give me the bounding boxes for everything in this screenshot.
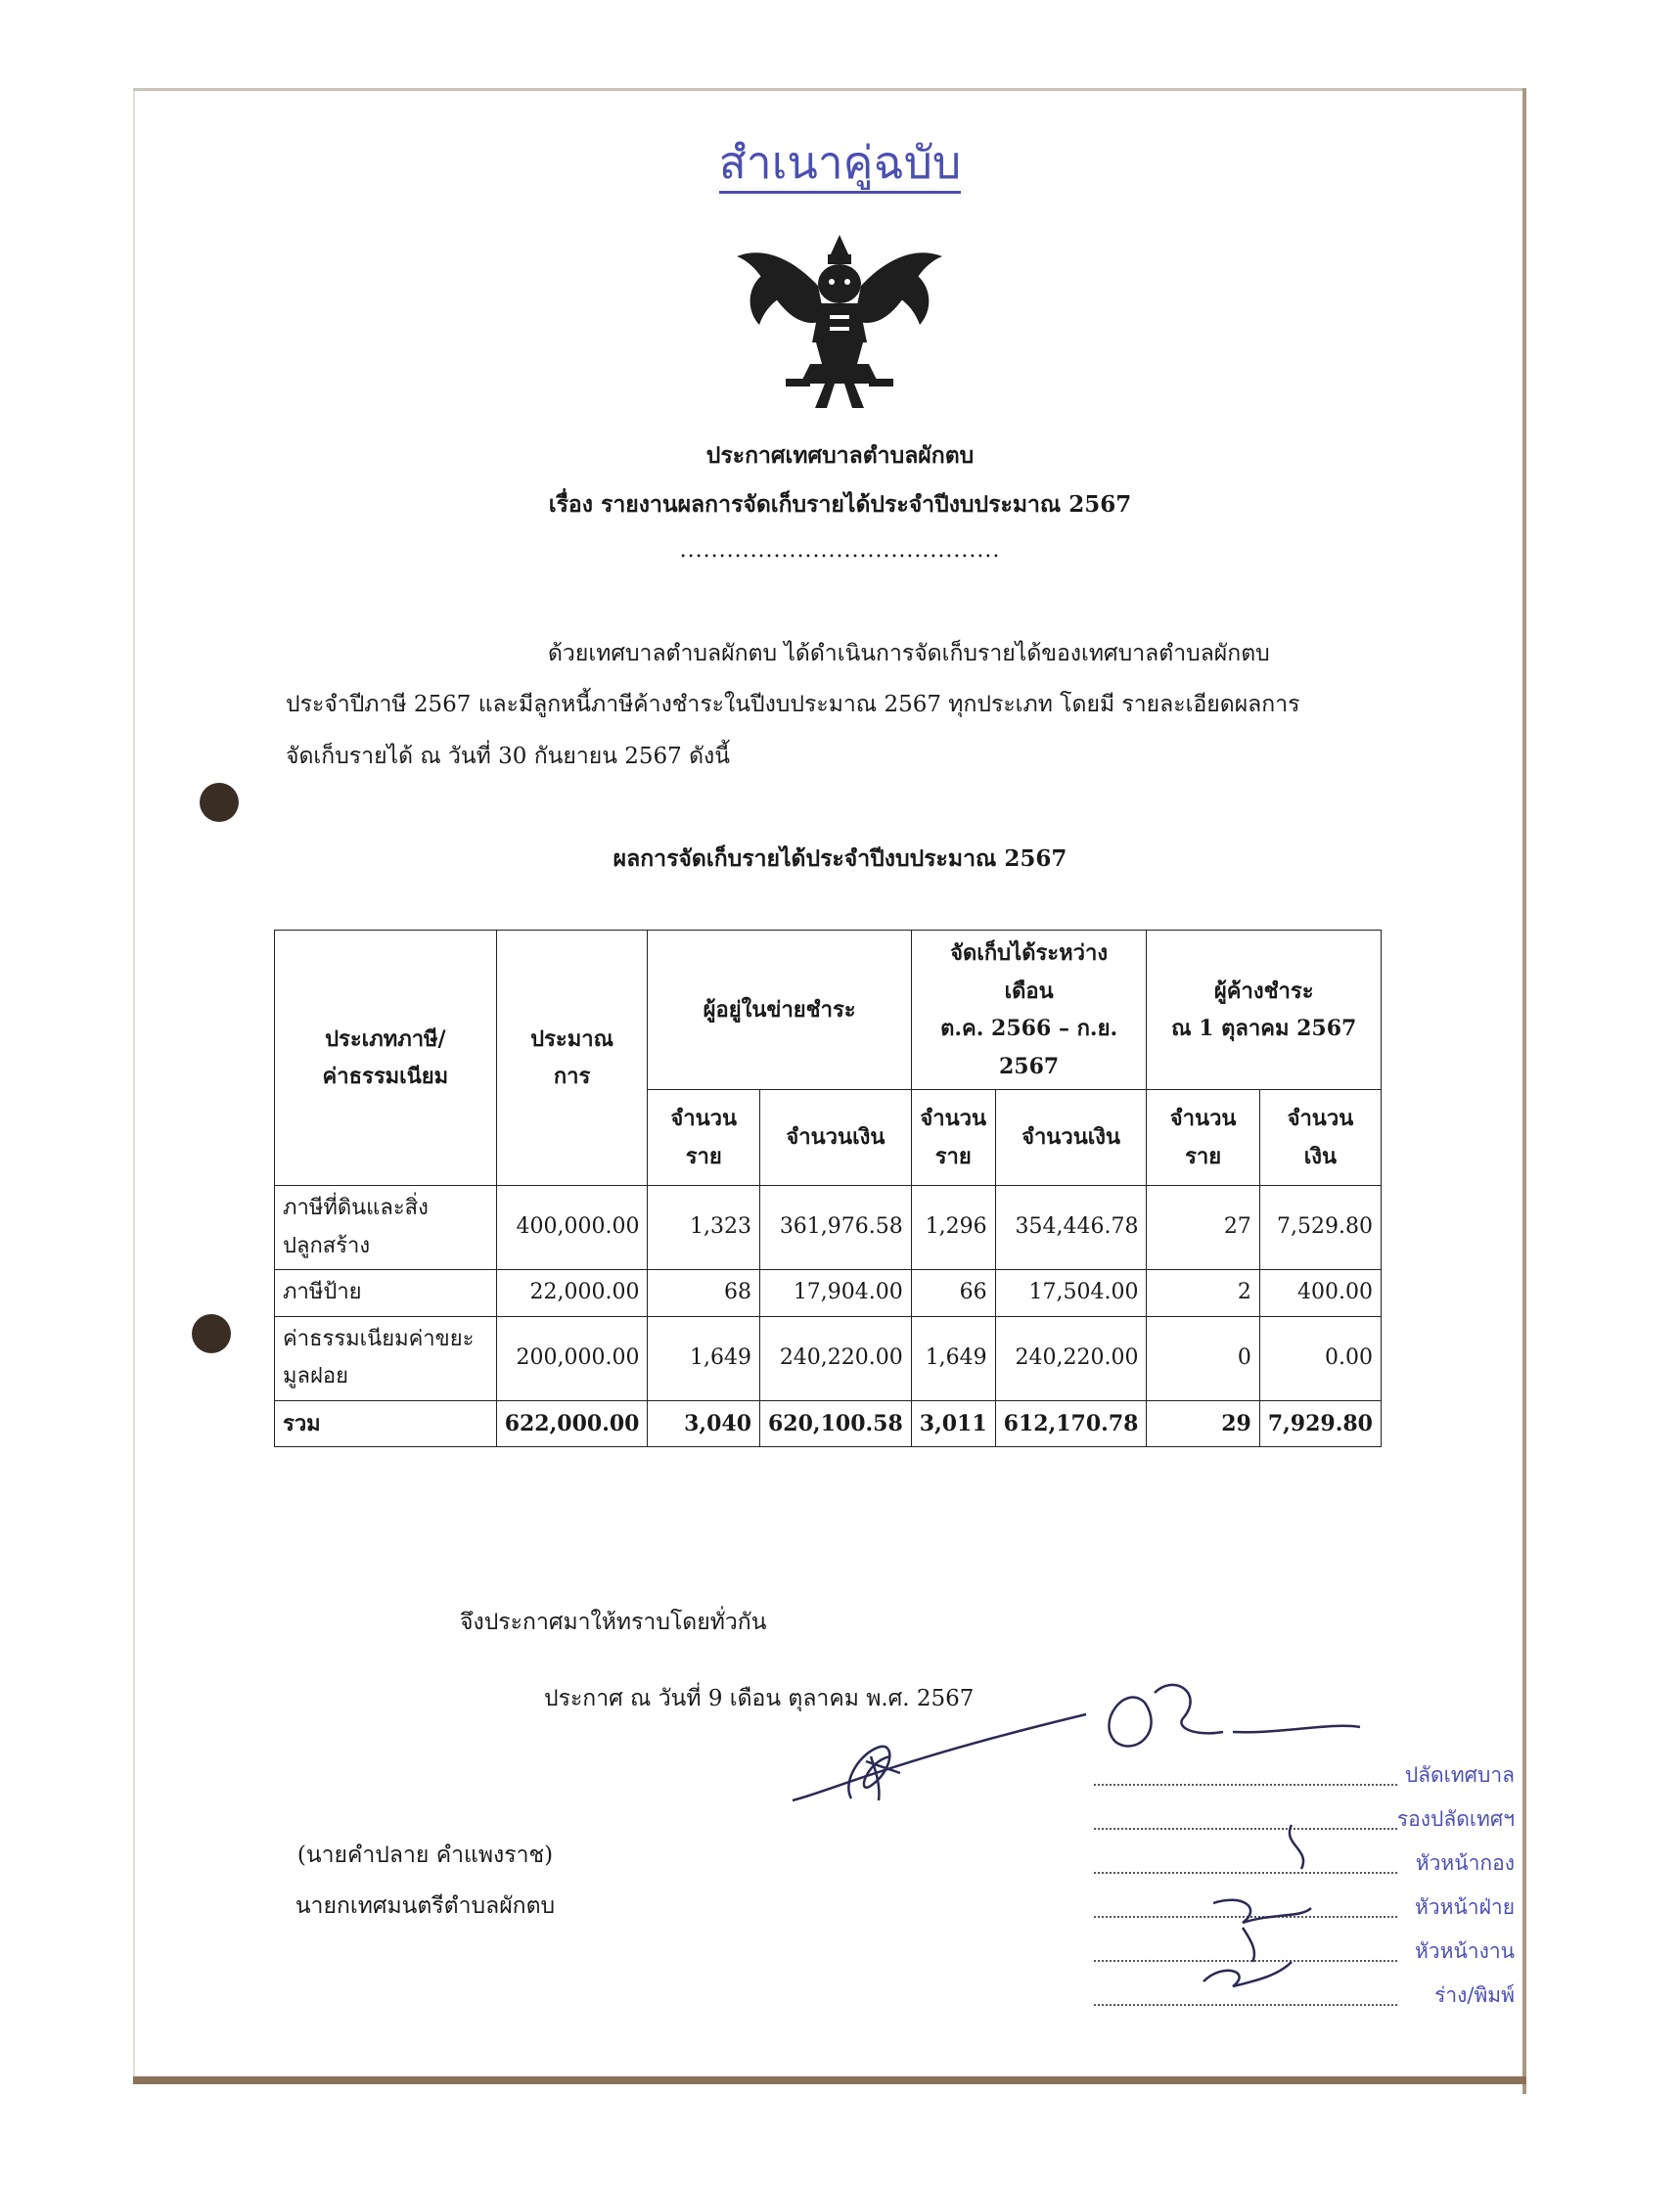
title-separator: .........................................: [679, 538, 1001, 563]
row-collected-amount: 240,220.00: [995, 1316, 1147, 1400]
total-collected-count: 3,011: [911, 1400, 995, 1447]
paper-edge-left: [133, 88, 135, 2079]
paper-edge-top: [133, 88, 1524, 91]
row-budget: 400,000.00: [496, 1186, 648, 1270]
row-arrears-amount: 0.00: [1259, 1316, 1381, 1400]
announcement-title: ประกาศเทศบาลตำบลผักตบ: [705, 442, 975, 469]
punch-hole: [192, 1314, 231, 1353]
row-payers-count: 68: [648, 1270, 760, 1317]
row-collected-count: 66: [911, 1270, 995, 1317]
mayor-signature-icon: [773, 1703, 1096, 1820]
paper-edge-right: [1522, 88, 1526, 2094]
row-payers-amount: 17,904.00: [760, 1270, 912, 1317]
arrears-header: ผู้ค้างชำระ ณ 1 ตุลาคม 2567: [1147, 931, 1382, 1090]
collected-count-header: จำนวน ราย: [911, 1090, 995, 1186]
payers-amount-header: จำนวนเงิน: [760, 1090, 912, 1186]
table-row: [275, 1270, 1382, 1317]
approval-row: รองปลัดเทศฯ: [1094, 1796, 1515, 1840]
row-arrears-count: 2: [1147, 1270, 1259, 1317]
row-payers-amount: 361,976.58: [760, 1186, 912, 1270]
body-line-1: ด้วยเทศบาลตำบลผักตบ ได้ดำเนินการจัดเก็บรายได้ของเทศบาลตำบลผักตบ: [548, 641, 1270, 666]
table-row: [275, 1316, 1382, 1400]
row-arrears-count: 0: [1147, 1316, 1259, 1400]
punch-hole: [200, 783, 239, 822]
announcement-subject: เรื่อง รายงานผลการจัดเก็บรายได้ประจำปีงบประมาณ 2567: [548, 491, 1132, 518]
payers-header: ผู้อยู่ในข่ายชำระ: [648, 931, 911, 1090]
total-budget: 622,000.00: [496, 1400, 648, 1447]
row-arrears-amount: 400.00: [1259, 1270, 1381, 1317]
header-row: [275, 931, 1382, 1090]
row-collected-count: 1,649: [911, 1316, 995, 1400]
payers-count-header: จำนวน ราย: [648, 1090, 760, 1186]
paper-edge-bottom: [133, 2076, 1526, 2084]
announcement-date: ประกาศ ณ วันที่ 9 เดือน ตุลาคม พ.ศ. 2567: [544, 1686, 975, 1711]
table-row: [275, 1186, 1382, 1270]
row-arrears-count: 27: [1147, 1186, 1259, 1270]
collected-header: จัดเก็บได้ระหว่าง เดือน ต.ค. 2566 – ก.ย. 2567: [911, 931, 1147, 1090]
total-arrears-count: 29: [1147, 1400, 1259, 1447]
row-collected-count: 1,296: [911, 1186, 995, 1270]
approval-row: หัวหน้ากอง: [1094, 1840, 1515, 1884]
row-collected-amount: 354,446.78: [995, 1186, 1147, 1270]
row-collected-amount: 17,504.00: [995, 1270, 1147, 1317]
total-collected-amount: 612,170.78: [995, 1400, 1147, 1447]
row-payers-count: 1,323: [648, 1186, 760, 1270]
arrears-count-header: จำนวน ราย: [1147, 1090, 1259, 1186]
row-type: ค่าธรรมเนียมค่าขยะ มูลฝอย: [275, 1316, 497, 1400]
body-line-3: จัดเก็บรายได้ ณ วันที่ 30 กันยายน 2567 ดังนี้: [286, 744, 730, 769]
row-payers-amount: 240,220.00: [760, 1316, 912, 1400]
row-budget: 200,000.00: [496, 1316, 648, 1400]
table-title: ผลการจัดเก็บรายได้ประจำปีงบประมาณ 2567: [613, 845, 1067, 872]
row-arrears-amount: 7,529.80: [1259, 1186, 1381, 1270]
approval-row: ปลัดเทศบาล: [1094, 1752, 1515, 1796]
type-header: ประเภทภาษี/ ค่าธรรมเนียม: [275, 931, 497, 1186]
signatory-title: นายกเทศมนตรีตำบลผักตบ: [295, 1893, 556, 1919]
collected-amount-header: จำนวนเงิน: [995, 1090, 1147, 1186]
budget-header: ประมาณ การ: [496, 931, 648, 1186]
total-payers-count: 3,040: [648, 1400, 760, 1447]
total-row: [275, 1400, 1382, 1447]
closing-line: จึงประกาศมาให้ทราบโดยทั่วกัน: [460, 1610, 767, 1635]
revenue-table: [274, 930, 1382, 1447]
row-budget: 22,000.00: [496, 1270, 648, 1317]
total-arrears-amount: 7,929.80: [1259, 1400, 1381, 1447]
initials-signature-icon: [1184, 1815, 1340, 1991]
row-type: ภาษีป้าย: [275, 1270, 497, 1317]
total-payers-amount: 620,100.58: [760, 1400, 912, 1447]
garuda-emblem-icon: [732, 217, 947, 413]
body-line-2: ประจำปีภาษี 2567 และมีลูกหนี้ภาษีค้างชำระในปีงบประมาณ 2567 ทุกประเภท โดยมี รายละเอียดผลการ: [286, 692, 1300, 717]
approval-row: ร่าง/พิมพ์: [1094, 1972, 1515, 2016]
arrears-amount-header: จำนวน เงิน: [1259, 1090, 1381, 1186]
row-payers-count: 1,649: [648, 1316, 760, 1400]
signatory-name: (นายคำปลาย คำแพงราช): [296, 1843, 554, 1868]
total-label: รวม: [275, 1400, 497, 1447]
approval-row: หัวหน้าฝ่าย: [1094, 1884, 1515, 1928]
approval-row: หัวหน้างาน: [1094, 1928, 1515, 1972]
copy-stamp: สำเนาคู่ฉบับ: [0, 127, 1680, 199]
row-type: ภาษีที่ดินและสิ่ง ปลูกสร้าง: [275, 1186, 497, 1270]
approval-signature-icon: [1086, 1663, 1380, 1810]
